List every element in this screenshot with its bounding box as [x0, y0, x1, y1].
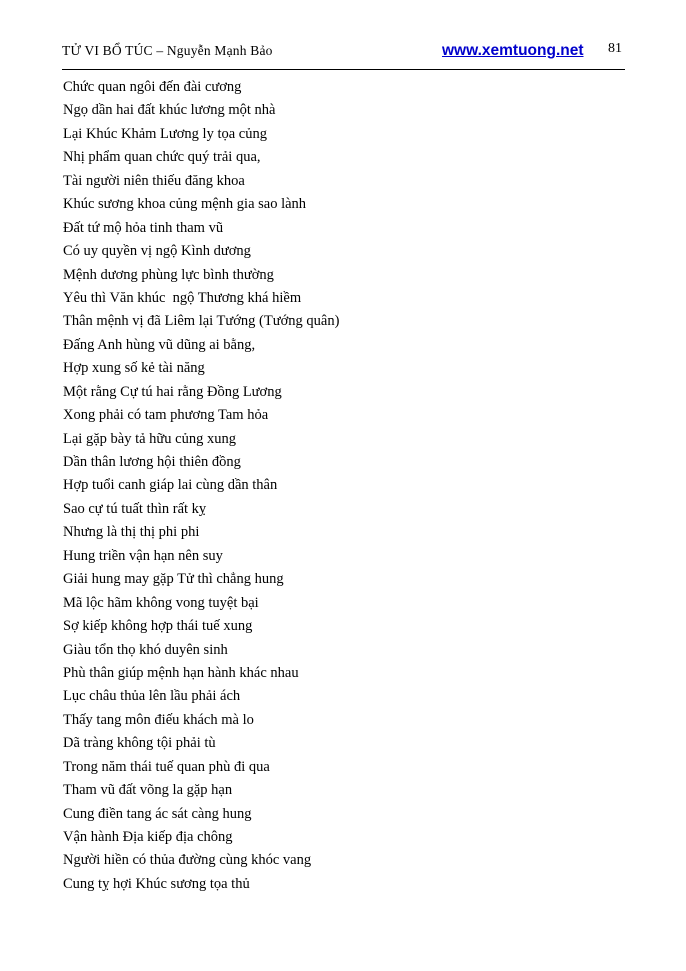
verse-line: Dần thân lương hội thiên đồng [63, 454, 241, 470]
verse-line: Mệnh dương phùng lực bình thường [63, 266, 274, 283]
verse-line: Cung điền tang ác sát càng hung [63, 805, 252, 822]
verse-line: Vận hành Địa kiếp địa chông [63, 829, 233, 845]
verse-body [63, 76, 623, 896]
verse-line: Sao cự tú tuất thìn rất kỵ [63, 500, 207, 517]
verse-line: Mã lộc hãm không vong tuyệt bại [63, 594, 259, 611]
verse-line: Hung triền vận hạn nên suy [63, 547, 223, 564]
verse-line: Phù thân giúp mệnh hạn hành khác nhau [63, 664, 299, 681]
verse-line: Giàu tổn thọ khó duyên sinh [63, 641, 228, 658]
verse-line: Đất tứ mộ hỏa tinh tham vũ [63, 219, 224, 236]
verse-line: Thân mệnh vị đã Liêm lại Tướng (Tướng quân) [63, 313, 340, 330]
verse-line: Khúc sương khoa củng mệnh gia sao lành [63, 196, 307, 213]
verse-line: Nhị phẩm quan chức quý trải qua, [63, 149, 261, 166]
verse-line: Thấy tang môn điếu khách mà lo [63, 711, 254, 728]
verse-line: Cung tỵ hợi Khúc sương tọa thủ [63, 875, 250, 892]
verse-line: Trong năm thái tuế quan phù đi qua [63, 758, 270, 775]
verse-line: Yêu thì Văn khúc ngộ Thương khá hiềm [63, 289, 302, 306]
verse-line: Nhưng là thị thị phi phi [63, 524, 200, 541]
verse-line: Người hiền có thủa đường cùng khóc vang [63, 852, 312, 869]
verse-line: Một rằng Cự tú hai rằng Đồng Lương [63, 383, 282, 400]
verse-line: Tài người niên thiếu đăng khoa [63, 172, 245, 189]
verse-line: Tham vũ đất võng la gặp hạn [63, 782, 233, 799]
verse-line: Giải hung may gặp Tử thì chẳng hung [63, 571, 284, 588]
verse-line: Hợp tuổi canh giáp lai cùng dần thân [63, 477, 278, 494]
verse-line: Xong phải có tam phương Tam hỏa [63, 407, 269, 424]
website-link[interactable]: www.xemtuong.net [442, 42, 584, 59]
verse-line: Đấng Anh hùng vũ dũng ai bằng, [63, 336, 256, 353]
verse-line: Ngọ dần hai đất khúc lương một nhà [63, 102, 276, 119]
verse-line: Có uy quyền vị ngộ Kình dương [63, 243, 251, 260]
verse-line: Lại Khúc Khảm Lương ly tọa củng [63, 125, 267, 142]
verse-line: Sợ kiếp không hợp thái tuế xung [63, 618, 253, 635]
page-number: 81 [608, 41, 622, 56]
verse-line: Dã tràng không tội phải tù [63, 735, 216, 752]
verse-line: Hợp xung số kẻ tài năng [63, 360, 205, 377]
page-header [62, 41, 625, 63]
verse-line: Chức quan ngôi đến đài cương [63, 79, 242, 95]
verse-line: Lục châu thủa lên lầu phải ách [63, 688, 241, 705]
header-divider [62, 69, 625, 70]
verse-line: Lại gặp bày tả hữu củng xung [63, 430, 236, 447]
book-title: TỬ VI BỔ TÚC – Nguyễn Mạnh Bảo [62, 43, 273, 58]
